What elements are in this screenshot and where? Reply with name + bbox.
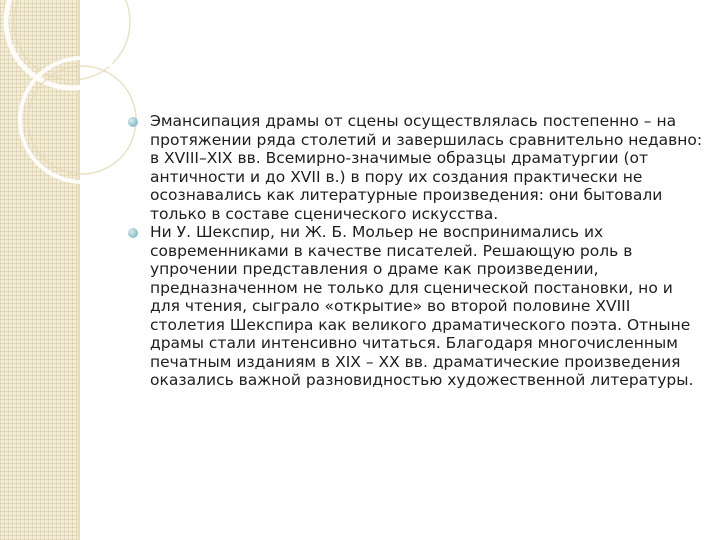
decorative-circles <box>0 0 140 540</box>
list-item <box>128 112 703 223</box>
list-item-text: Эмансипация драмы от сцены осуществлялась постепенно – на протяжении ряда столетий и завершилась сравнительно недавно: в XVIII–XIX вв. Всемирно-значимые образцы драматургии (от античности и до XVII в.) в пору их создания практически не осознавались как литературные произведения: они бытовали только в составе сценического искусства. <box>150 112 703 223</box>
list-item <box>128 223 703 390</box>
list-item-text: Ни У. Шекспир, ни Ж. Б. Мольер не воспринимались их современниками в качестве писателей. Решающую роль в упрочении представления о драме как произведении, предназначенном не только для сценической постановки, но и для чтения, сыграло «открытие» во второй половине XVIII столетия Шекспира как великого драматического поэта. Отныне драмы стали интенсивно читаться. Благодаря многочисленным печатным изданиям в XIX – XX вв. драматические произведения оказались важной разновидностью художественной литературы. <box>150 223 694 389</box>
bullet-list <box>128 112 703 390</box>
bullet-dot-icon <box>128 228 138 238</box>
bullet-dot-icon <box>128 117 138 127</box>
